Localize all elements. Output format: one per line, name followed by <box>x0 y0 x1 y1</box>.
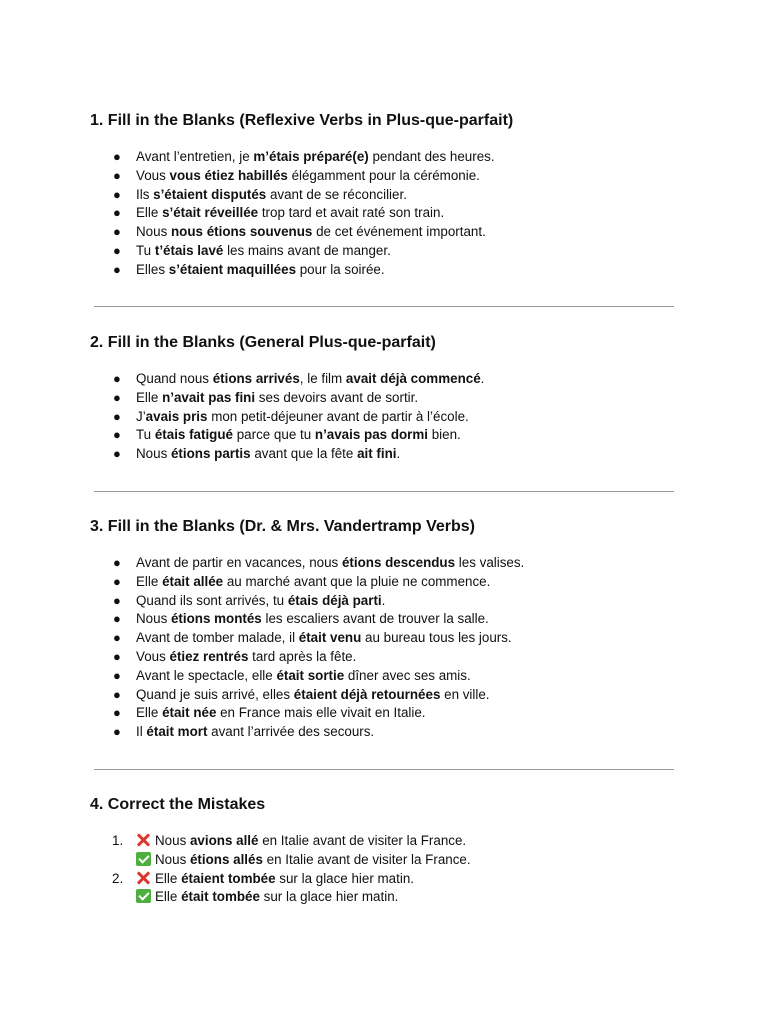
check-mark-icon <box>136 852 151 866</box>
list-item: ● Nous étions montés les escaliers avant de trouver la salle. <box>90 610 690 629</box>
cross-mark-icon <box>136 871 151 885</box>
numbered-list <box>90 832 690 907</box>
bullet-icon: ● <box>113 242 121 258</box>
section-vandertramp-verbs <box>90 517 690 742</box>
bullet-icon: ● <box>113 389 121 405</box>
wrong-sentence: Nous avions allé en Italie avant de visiter la France. <box>136 832 690 851</box>
bullet-list <box>90 148 690 280</box>
bullet-icon: ● <box>113 724 121 740</box>
list-item <box>90 870 690 908</box>
section-divider <box>94 491 674 492</box>
list-item: ● Ils s’étaient disputés avant de se réconcilier. <box>90 186 690 205</box>
cross-mark-icon <box>136 833 151 847</box>
bullet-list <box>90 554 690 742</box>
bullet-icon: ● <box>113 573 121 589</box>
list-item: ● Elle n’avait pas fini ses devoirs avant de sortir. <box>90 389 690 408</box>
section-title: 2. Fill in the Blanks (General Plus-que-parfait) <box>90 334 436 351</box>
list-item: ● Il était mort avant l’arrivée des secours. <box>90 723 690 742</box>
bullet-icon: ● <box>113 686 121 702</box>
bullet-icon: ● <box>113 205 121 221</box>
bullet-icon: ● <box>113 167 121 183</box>
correct-sentence: Nous étions allés en Italie avant de visiter la France. <box>136 851 690 870</box>
wrong-sentence: Elle étaient tombée sur la glace hier matin. <box>136 870 690 889</box>
section-title: 1. Fill in the Blanks (Reflexive Verbs in Plus-que-parfait) <box>90 112 514 129</box>
item-number: 1. <box>112 833 124 848</box>
bullet-icon: ● <box>113 408 121 424</box>
section-title: 4. Correct the Mistakes <box>90 796 266 813</box>
list-item: ● Elle était allée au marché avant que la pluie ne commence. <box>90 573 690 592</box>
list-item: ● Vous étiez rentrés tard après la fête. <box>90 648 690 667</box>
list-item: ● Quand nous étions arrivés, le film avait déjà commencé. <box>90 370 690 389</box>
bullet-icon: ● <box>113 592 121 608</box>
list-item: ● Tu t’étais lavé les mains avant de manger. <box>90 242 690 261</box>
bullet-icon: ● <box>113 371 121 386</box>
section-title: 3. Fill in the Blanks (Dr. & Mrs. Vandertramp Verbs) <box>90 518 475 535</box>
bullet-list <box>90 370 690 464</box>
bullet-icon: ● <box>113 446 121 462</box>
section-divider <box>94 306 674 307</box>
list-item <box>90 832 690 870</box>
bullet-icon: ● <box>113 149 121 164</box>
bullet-icon: ● <box>113 705 121 721</box>
bullet-icon: ● <box>113 648 121 664</box>
correct-sentence: Elle était tombée sur la glace hier matin. <box>136 888 690 907</box>
list-item: ● Vous vous étiez habillés élégamment pour la cérémonie. <box>90 167 690 186</box>
list-item: ● Quand je suis arrivé, elles étaient déjà retournées en ville. <box>90 686 690 705</box>
list-item: ● Avant le spectacle, elle était sortie dîner avec ses amis. <box>90 667 690 686</box>
bullet-icon: ● <box>113 186 121 202</box>
section-divider <box>94 769 674 770</box>
list-item: ● Quand ils sont arrivés, tu étais déjà parti. <box>90 592 690 611</box>
bullet-icon: ● <box>113 611 121 627</box>
list-item: ● Avant l’entretien, je m’étais préparé(e) pendant des heures. <box>90 148 690 167</box>
list-item: ● Avant de tomber malade, il était venu au bureau tous les jours. <box>90 629 690 648</box>
bullet-icon: ● <box>113 261 121 277</box>
list-item: ● Elle s’était réveillée trop tard et avait raté son train. <box>90 204 690 223</box>
section-reflexive-verbs <box>90 111 690 280</box>
list-item: ● Tu étais fatigué parce que tu n’avais pas dormi bien. <box>90 426 690 445</box>
item-number: 2. <box>112 870 124 886</box>
bullet-icon: ● <box>113 555 121 570</box>
list-item: ● Nous étions partis avant que la fête ait fini. <box>90 445 690 464</box>
section-general-plus-que-parfait <box>90 333 690 464</box>
bullet-icon: ● <box>113 427 121 443</box>
check-mark-icon <box>136 889 151 903</box>
list-item: ● Nous nous étions souvenus de cet événement important. <box>90 223 690 242</box>
section-correct-mistakes <box>90 795 690 907</box>
list-item: ● Elles s’étaient maquillées pour la soirée. <box>90 261 690 280</box>
bullet-icon: ● <box>113 224 121 240</box>
list-item: ● J’avais pris mon petit-déjeuner avant de partir à l’école. <box>90 408 690 427</box>
bullet-icon: ● <box>113 667 121 683</box>
bullet-icon: ● <box>113 630 121 646</box>
list-item: ● Elle était née en France mais elle vivait en Italie. <box>90 704 690 723</box>
list-item: ● Avant de partir en vacances, nous étions descendus les valises. <box>90 554 690 573</box>
